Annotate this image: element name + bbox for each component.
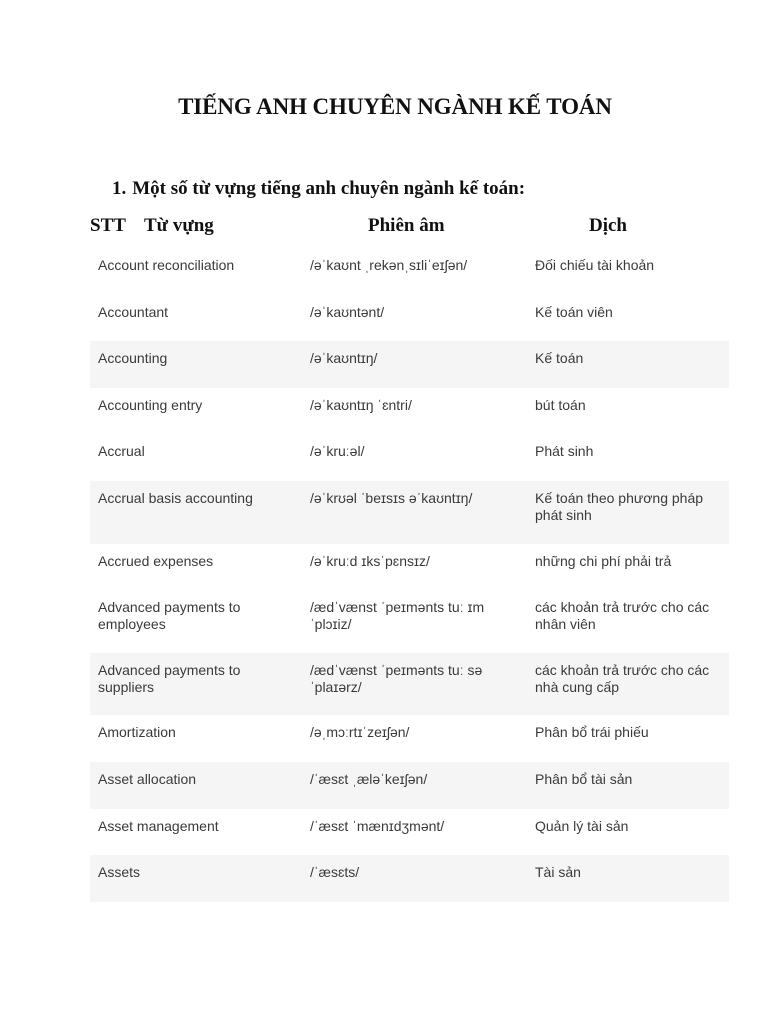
translation-cell: Tài sản xyxy=(527,855,729,902)
phonetic-cell: /ædˈvænst ˈpeɪmənts tuː sə ˈplaɪərz/ xyxy=(302,653,527,716)
table-row xyxy=(90,248,729,295)
term-cell: Accounting entry xyxy=(98,396,203,413)
translation-cell: những chi phí phải trả xyxy=(535,552,672,569)
translation-cell: các khoản trả trước cho các nhà cung cấp xyxy=(527,653,729,716)
term-cell: Accounting xyxy=(90,341,302,388)
term-cell: Asset allocation xyxy=(90,762,302,809)
page-title: TIẾNG ANH CHUYÊN NGÀNH KẾ TOÁN xyxy=(178,94,612,119)
phonetic-cell: /ˈæsɛt ˈmænɪdʒmənt/ xyxy=(310,817,445,834)
term-cell: Accrual xyxy=(98,443,145,460)
phonetic-cell: /əˈkaʊnt ˌrekənˌsɪliˈeɪʃən/ xyxy=(310,257,468,273)
phonetic-cell: /əˈkaʊntənt/ xyxy=(310,303,385,320)
term-cell: Accrued expenses xyxy=(98,552,214,569)
table-row xyxy=(90,341,729,388)
translation-cell: Kế toán theo phương pháp phát sinh xyxy=(527,481,729,544)
table-row xyxy=(90,544,729,591)
phonetic-cell: /əˌmɔːrtɪˈzeɪʃən/ xyxy=(310,724,410,741)
table-row xyxy=(90,434,729,481)
translation-cell: Phát sinh xyxy=(535,443,594,460)
table-row xyxy=(90,762,729,809)
phonetic-cell: /ˈæsɛts/ xyxy=(302,855,527,902)
section-number: 1. xyxy=(112,178,127,199)
column-header-translation: Dịch xyxy=(589,215,627,236)
column-header-stt: STT xyxy=(90,215,126,236)
phonetic-cell: /ædˈvænst ˈpeɪmənts tuː ɪm ˈplɔɪiz/ xyxy=(310,599,485,633)
translation-cell: Kế toán viên xyxy=(535,303,613,320)
phonetic-cell: /əˈkaʊntɪŋ/ xyxy=(302,341,527,388)
vocabulary-table xyxy=(90,248,729,902)
table-row xyxy=(90,388,729,435)
translation-cell: Phân bổ trái phiếu xyxy=(535,724,649,741)
table-row xyxy=(90,653,729,716)
section-heading-text: Một số từ vựng tiếng anh chuyên ngành kế toán: xyxy=(132,178,526,199)
phonetic-cell: /əˈkaʊntɪŋ ˈɛntri/ xyxy=(310,396,412,413)
table-row xyxy=(90,809,729,856)
table-row xyxy=(90,590,729,653)
phonetic-cell: /ˈæsɛt ˌæləˈkeɪʃən/ xyxy=(302,762,527,809)
table-row xyxy=(90,715,729,762)
translation-cell: các khoản trả trước cho các nhân viên xyxy=(535,599,710,633)
term-cell: Advanced payments to suppliers xyxy=(90,653,302,716)
term-cell: Accrual basis accounting xyxy=(90,481,302,544)
translation-cell: Phân bổ tài sản xyxy=(527,762,729,809)
translation-cell: Quản lý tài sản xyxy=(535,817,629,834)
term-cell: Assets xyxy=(90,855,302,902)
translation-cell: Đối chiếu tài khoản xyxy=(535,257,655,273)
table-row xyxy=(90,481,729,544)
term-cell: Account reconciliation xyxy=(98,257,235,273)
phonetic-cell: /əˈkrʊəl ˈbeɪsɪs əˈkaʊntɪŋ/ xyxy=(302,481,527,544)
phonetic-cell: /əˈkruːəl/ xyxy=(310,443,365,460)
term-cell: Asset management xyxy=(98,817,219,834)
column-header-phonetic: Phiên âm xyxy=(368,215,445,236)
column-header-vocabulary: Từ vựng xyxy=(144,215,214,236)
table-row xyxy=(90,295,729,342)
section-heading xyxy=(112,178,525,200)
term-cell: Accountant xyxy=(98,303,169,320)
term-cell: Amortization xyxy=(98,724,176,741)
translation-cell: bút toán xyxy=(535,396,586,413)
table-row xyxy=(90,855,729,902)
term-cell: Advanced payments to employees xyxy=(98,599,241,633)
phonetic-cell: /əˈkruːd ɪksˈpɛnsɪz/ xyxy=(310,552,430,569)
translation-cell: Kế toán xyxy=(527,341,729,388)
